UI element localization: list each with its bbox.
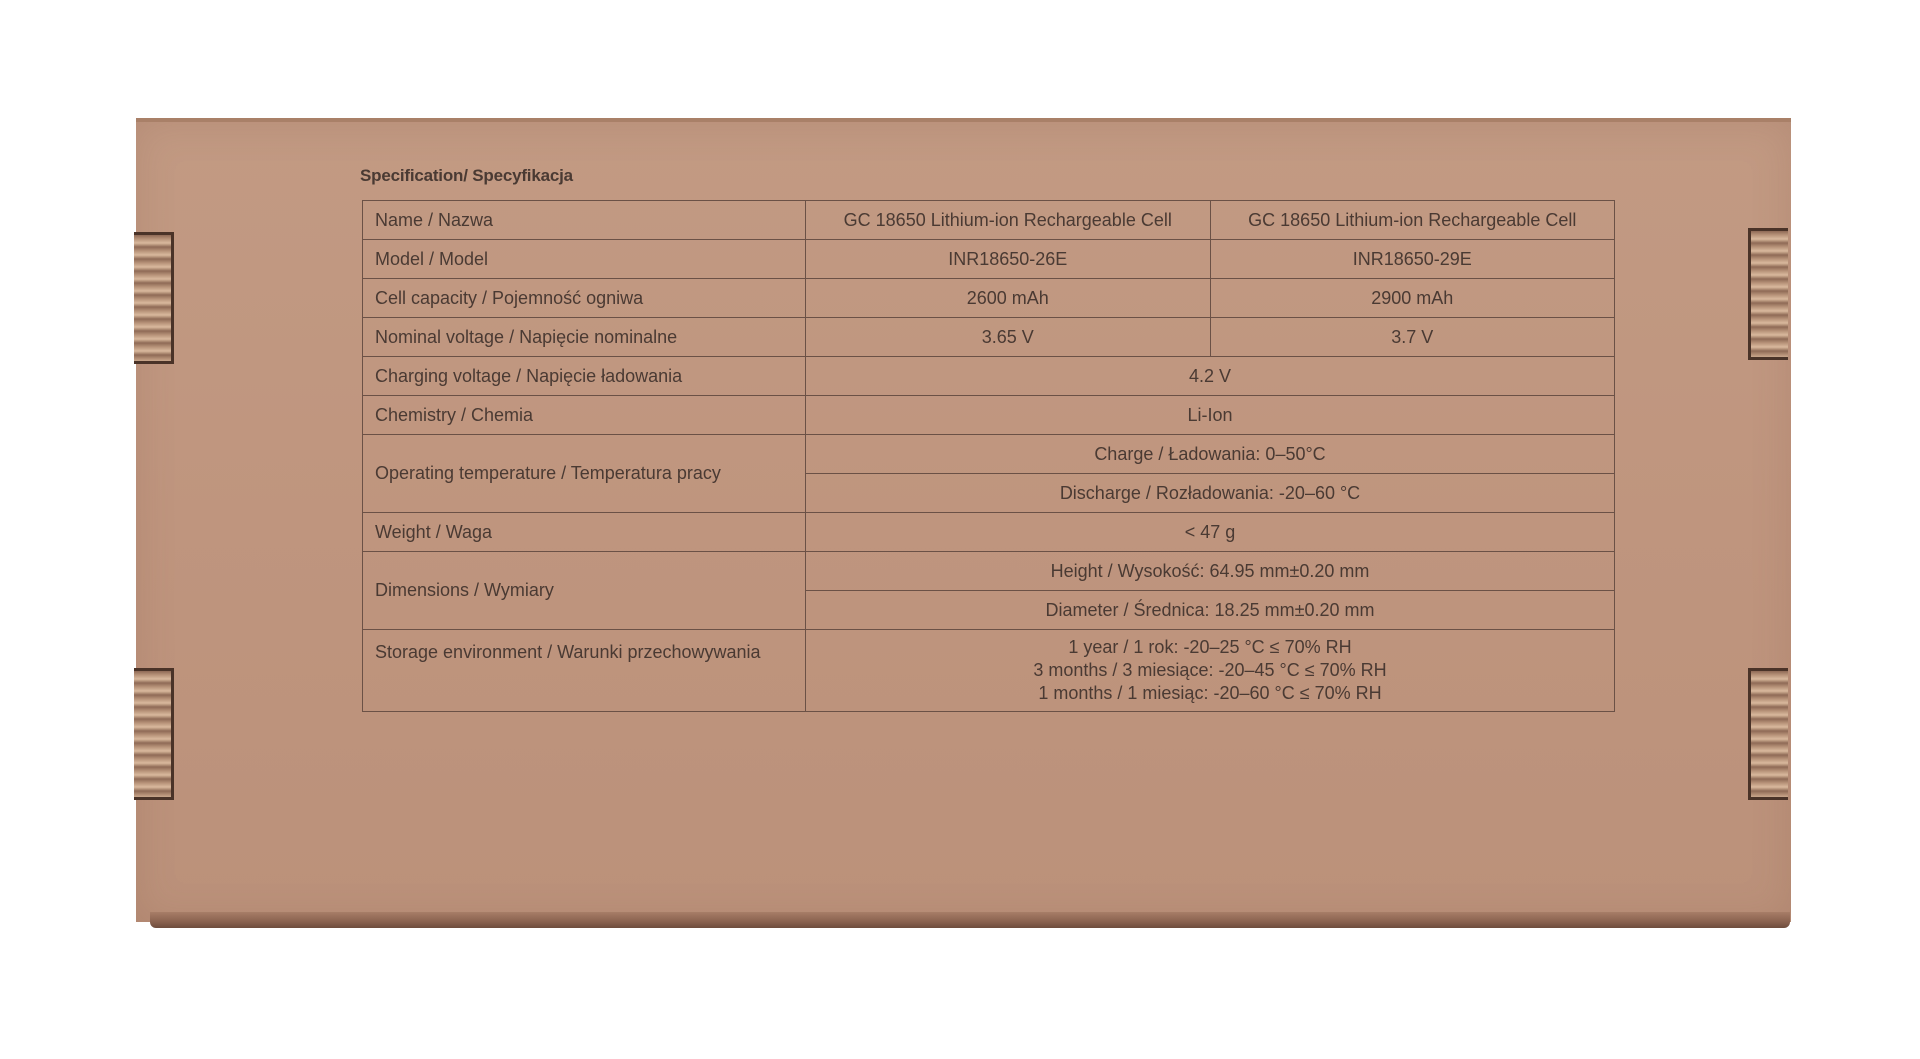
row-label-name: Name / Nazwa [363,201,806,240]
row-label-model: Model / Model [363,240,806,279]
storage-line-1: 1 year / 1 rok: -20–25 °C ≤ 70% RH [1068,637,1352,657]
table-row-dimensions [363,552,1615,591]
storage-value [806,630,1615,712]
row-label-dimensions: Dimensions / Wymiary [363,552,806,630]
spec-title: Specification/ Specyfikacja [360,166,573,185]
capacity-value-col2: 2900 mAh [1210,279,1615,318]
chemistry-value: Li-Ion [806,396,1615,435]
table-row-chemistry [363,396,1615,435]
table-row-storage [363,630,1615,712]
weight-value: < 47 g [806,513,1615,552]
operating-temperature-discharge: Discharge / Rozładowania: -20–60 °C [806,474,1615,513]
row-label-operating-temperature: Operating temperature / Temperatura pracy [363,435,806,513]
name-value-col2: GC 18650 Lithium-ion Rechargeable Cell [1210,201,1615,240]
spec-table [362,200,1615,712]
dimensions-diameter: Diameter / Średnica: 18.25 mm±0.20 mm [806,591,1615,630]
table-row-charging-voltage [363,357,1615,396]
corrugated-tab-bottom-right [1748,668,1788,800]
row-label-capacity: Cell capacity / Pojemność ogniwa [363,279,806,318]
model-value-col1: INR18650-26E [806,240,1211,279]
row-label-chemistry: Chemistry / Chemia [363,396,806,435]
row-label-charging-voltage: Charging voltage / Napięcie ładowania [363,357,806,396]
dimensions-height: Height / Wysokość: 64.95 mm±0.20 mm [806,552,1615,591]
operating-temperature-charge: Charge / Ładowania: 0–50°C [806,435,1615,474]
corrugated-tab-top-left [134,232,174,364]
model-value-col2: INR18650-29E [1210,240,1615,279]
storage-line-2: 3 months / 3 miesiące: -20–45 °C ≤ 70% RH [1033,660,1387,680]
table-row-weight [363,513,1615,552]
box-bottom-edge [150,912,1790,928]
nominal-voltage-value-col1: 3.65 V [806,318,1211,357]
table-row-operating-temperature [363,435,1615,474]
row-label-storage: Storage environment / Warunki przechowywania [363,630,806,712]
table-row-capacity [363,279,1615,318]
corrugated-tab-top-right [1748,228,1788,360]
charging-voltage-value: 4.2 V [806,357,1615,396]
nominal-voltage-value-col2: 3.7 V [1210,318,1615,357]
capacity-value-col1: 2600 mAh [806,279,1211,318]
corrugated-tab-bottom-left [134,668,174,800]
row-label-weight: Weight / Waga [363,513,806,552]
storage-line-3: 1 months / 1 miesiąc: -20–60 °C ≤ 70% RH [1038,683,1382,703]
row-label-nominal-voltage: Nominal voltage / Napięcie nominalne [363,318,806,357]
table-row-model [363,240,1615,279]
table-row-name [363,201,1615,240]
name-value-col1: GC 18650 Lithium-ion Rechargeable Cell [806,201,1211,240]
table-row-nominal-voltage [363,318,1615,357]
